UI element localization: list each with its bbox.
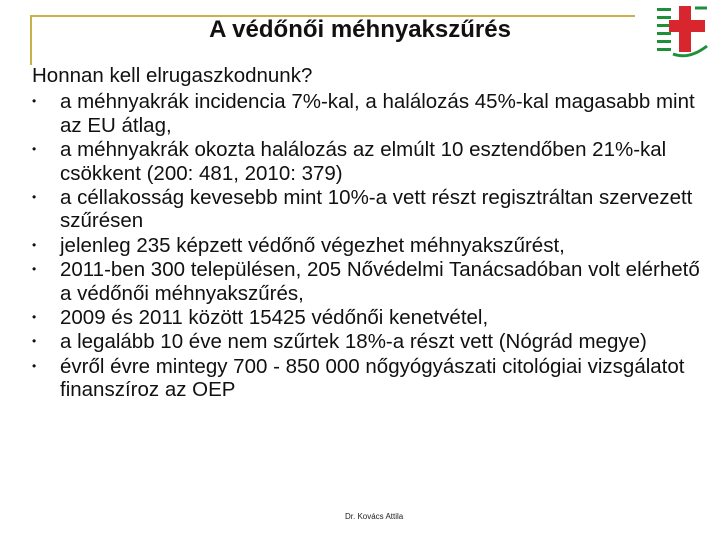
list-item bbox=[32, 90, 712, 137]
bullet-icon: • bbox=[32, 262, 37, 277]
list-item bbox=[32, 306, 712, 329]
bullet-icon: • bbox=[32, 334, 37, 349]
list-item bbox=[32, 258, 712, 305]
bullet-text: a méhnyakrák incidencia 7%-kal, a halálozás 45%-kal magasabb mint az EU átlag, bbox=[60, 90, 695, 137]
bullet-icon: • bbox=[32, 310, 37, 325]
list-item bbox=[32, 234, 712, 257]
bullet-icon: • bbox=[32, 142, 37, 157]
bullet-icon: • bbox=[32, 94, 37, 109]
bullet-text: 2009 és 2011 között 15425 védőnői kenetvétel, bbox=[60, 306, 489, 330]
bullet-list bbox=[32, 90, 712, 401]
content-heading: Honnan kell elrugaszkodnunk? bbox=[32, 64, 313, 87]
list-item bbox=[32, 186, 712, 233]
bullet-icon: • bbox=[32, 237, 37, 252]
list-item bbox=[32, 138, 712, 185]
slide-title: A védőnői méhnyakszűrés bbox=[209, 16, 511, 43]
list-item bbox=[32, 330, 712, 353]
bullet-text: évről évre mintegy 700 - 850 000 nőgyógyászati citológiai vizsgálatot finanszíroz az OEP bbox=[60, 354, 685, 402]
bullet-icon: • bbox=[32, 358, 37, 373]
logo-icon bbox=[655, 2, 711, 60]
bullet-text: 2011-ben 300 településen, 205 Nővédelmi Tanácsadóban volt elérhető a védőnői méhnyakszűrés, bbox=[60, 258, 700, 305]
list-item bbox=[32, 355, 712, 402]
slide-content bbox=[32, 64, 712, 403]
bullet-icon: • bbox=[32, 190, 37, 205]
bullet-text: jelenleg 235 képzett védőnő végezhet méhnyakszűrést, bbox=[60, 233, 565, 257]
bullet-text: a céllakosság kevesebb mint 10%-a vett részt regisztráltan szervezett szűrésen bbox=[60, 186, 693, 233]
author-name: Dr. Kovács Attila bbox=[345, 512, 404, 521]
bullet-text: a méhnyakrák okozta halálozás az elmúlt 10 esztendőben 21%-kal csökkent (200: 481, 2010: 379) bbox=[60, 138, 667, 185]
bullet-text: a legalább 10 éve nem szűrtek 18%-a részt vett (Nógrád megye) bbox=[60, 330, 647, 354]
